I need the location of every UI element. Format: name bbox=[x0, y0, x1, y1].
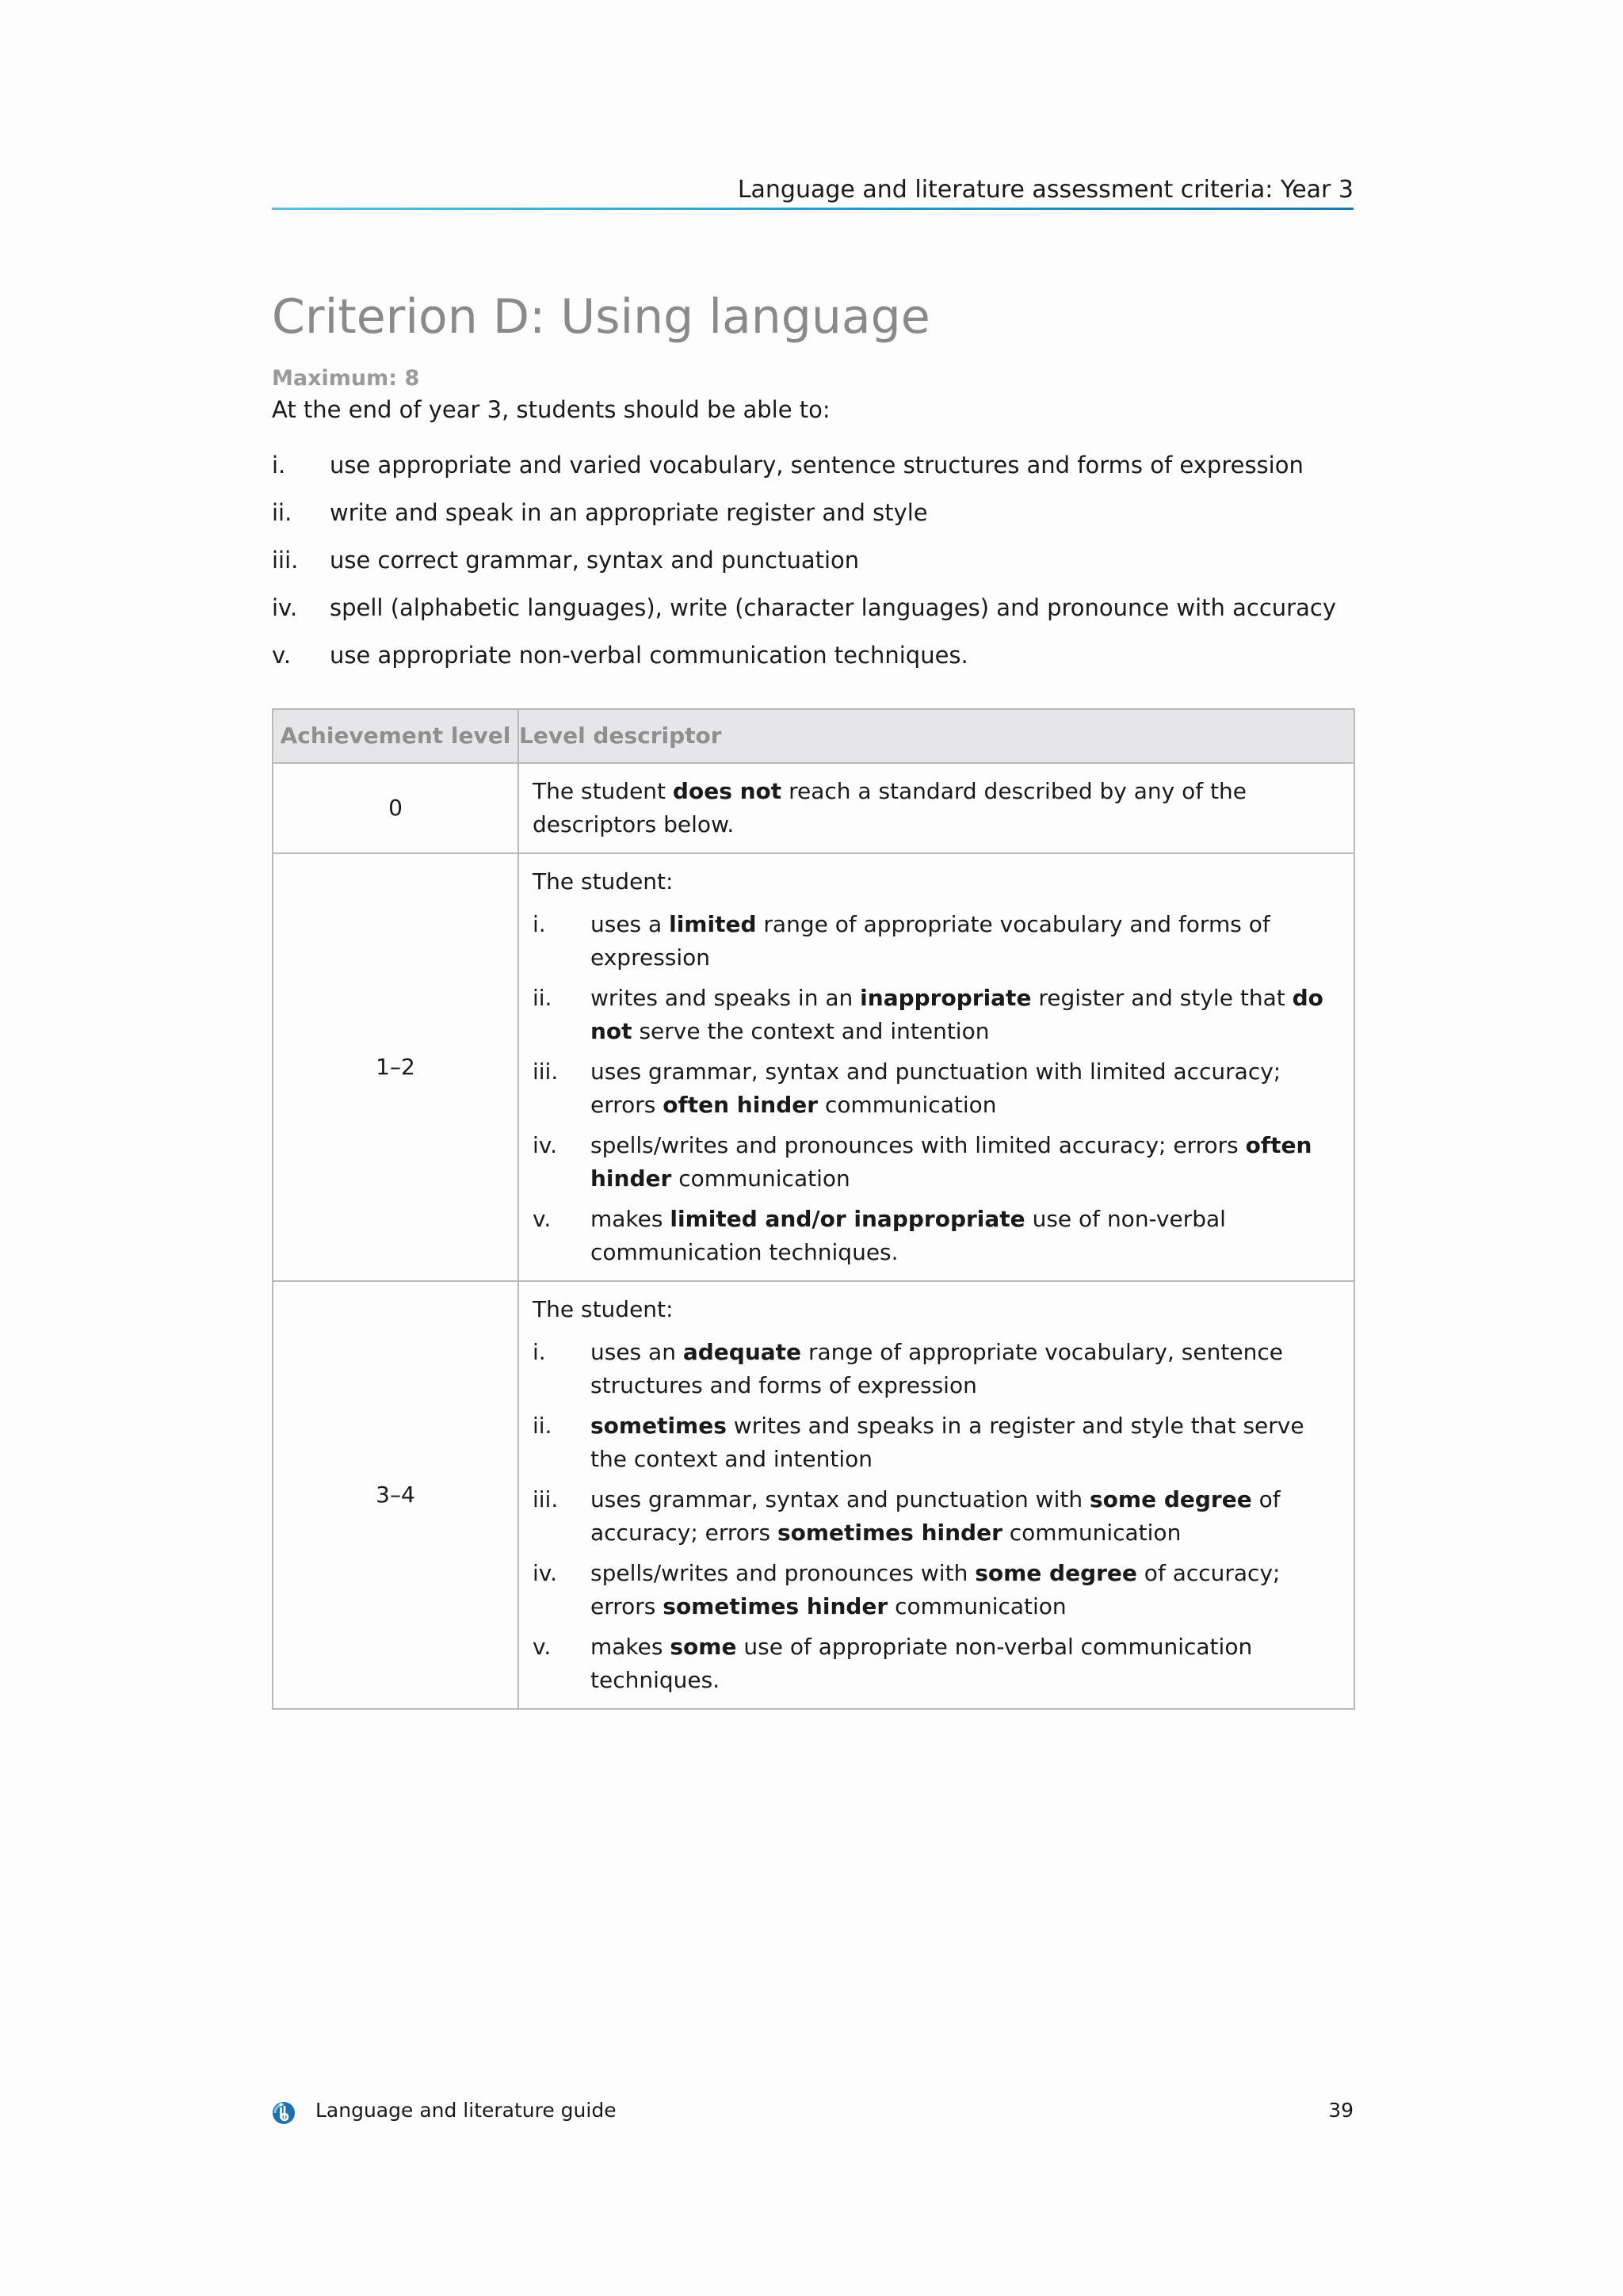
objective-item bbox=[272, 448, 1354, 496]
descriptor-item-text: sometimes writes and speaks in a register and style that serve the context and intention bbox=[590, 1413, 1304, 1472]
descriptor-item-text: uses grammar, syntax and punctuation with limited accuracy; errors often hinder communication bbox=[590, 1058, 1281, 1118]
objective-item bbox=[272, 639, 1354, 686]
objectives-list bbox=[272, 448, 1354, 686]
descriptor-item bbox=[533, 1630, 1339, 1697]
achievement-level: 3–4 bbox=[273, 1281, 518, 1709]
descriptor-item bbox=[533, 1336, 1339, 1402]
descriptor-item-number: iii. bbox=[533, 1486, 559, 1512]
descriptor-item bbox=[533, 1203, 1339, 1269]
achievement-level: 0 bbox=[273, 763, 518, 853]
emphasis-text: some degree bbox=[1090, 1486, 1252, 1512]
descriptor-lead: The student: bbox=[533, 1296, 674, 1322]
objective-text: write and speak in an appropriate register and style bbox=[330, 499, 928, 526]
descriptor-item-number: v. bbox=[533, 1206, 552, 1232]
descriptor-item-number: v. bbox=[533, 1634, 552, 1660]
emphasis-text: sometimes hinder bbox=[777, 1520, 1002, 1546]
emphasis-text: often hinder bbox=[590, 1132, 1312, 1192]
header-rule bbox=[272, 208, 1354, 210]
objective-text: use appropriate non-verbal communication techniques. bbox=[330, 642, 968, 669]
ib-logo-icon bbox=[270, 2098, 297, 2125]
descriptor-item-text: makes some use of appropriate non-verbal communication techniques. bbox=[590, 1634, 1253, 1693]
level-descriptor bbox=[518, 1281, 1354, 1709]
emphasis-text: adequate bbox=[682, 1339, 802, 1365]
table-row bbox=[273, 1281, 1354, 1709]
objective-item bbox=[272, 591, 1354, 639]
header-level-descriptor: Level descriptor bbox=[518, 709, 1354, 763]
emphasis-text: sometimes bbox=[590, 1413, 727, 1439]
emphasis-text: does not bbox=[672, 778, 782, 804]
objective-number: ii. bbox=[272, 499, 292, 526]
table-row bbox=[273, 763, 1354, 853]
descriptor-item bbox=[533, 982, 1339, 1048]
emphasis-text: limited and/or inappropriate bbox=[670, 1206, 1025, 1232]
emphasis-text: some bbox=[670, 1634, 737, 1660]
emphasis-text: sometimes hinder bbox=[663, 1593, 888, 1619]
descriptor-text: The student does not reach a standard described by any of the descriptors below. bbox=[533, 778, 1247, 837]
descriptor-item bbox=[533, 1129, 1339, 1196]
objective-number: iv. bbox=[272, 594, 298, 621]
objective-text: use appropriate and varied vocabulary, sentence structures and forms of expression bbox=[330, 452, 1304, 479]
descriptor-item-number: i. bbox=[533, 911, 546, 937]
descriptor-item-text: writes and speaks in an inappropriate register and style that do not serve the context and intention bbox=[590, 985, 1323, 1044]
descriptor-item-number: ii. bbox=[533, 1413, 552, 1439]
descriptor-item-number: i. bbox=[533, 1339, 546, 1365]
rubric-header-row bbox=[273, 709, 1354, 763]
objective-text: use correct grammar, syntax and punctuation bbox=[330, 547, 860, 574]
descriptor-item-number: iv. bbox=[533, 1132, 558, 1158]
objective-item bbox=[272, 543, 1354, 591]
emphasis-text: often hinder bbox=[663, 1092, 819, 1118]
descriptor-lead: The student: bbox=[533, 868, 674, 894]
rubric-table bbox=[272, 708, 1355, 1710]
descriptor-item-text: spells/writes and pronounces with limited accuracy; errors often hinder communication bbox=[590, 1132, 1312, 1192]
descriptor-item-number: iv. bbox=[533, 1560, 558, 1586]
descriptor-item-number: iii. bbox=[533, 1058, 559, 1085]
achievement-level: 1–2 bbox=[273, 853, 518, 1281]
descriptor-item-number: ii. bbox=[533, 985, 552, 1011]
objectives-intro: At the end of year 3, students should be able to: bbox=[272, 396, 831, 423]
emphasis-text: inappropriate bbox=[860, 985, 1032, 1011]
footer-guide-name: Language and literature guide bbox=[315, 2099, 617, 2122]
descriptor-item bbox=[533, 1557, 1339, 1623]
emphasis-text: some degree bbox=[975, 1560, 1137, 1586]
descriptor-item bbox=[533, 1483, 1339, 1550]
objective-text: spell (alphabetic languages), write (character languages) and pronounce with accuracy bbox=[330, 594, 1336, 621]
descriptor-item bbox=[533, 1055, 1339, 1122]
running-header: Language and literature assessment criteria: Year 3 bbox=[737, 176, 1354, 204]
descriptor-item-text: spells/writes and pronounces with some degree of accuracy; errors sometimes hinder communication bbox=[590, 1560, 1281, 1619]
emphasis-text: do not bbox=[590, 985, 1323, 1044]
page-number: 39 bbox=[1328, 2099, 1354, 2122]
header-achievement-level: Achievement level bbox=[273, 709, 518, 763]
descriptor-item-text: makes limited and/or inappropriate use of non-verbal communication techniques. bbox=[590, 1206, 1226, 1265]
objective-item bbox=[272, 496, 1354, 543]
descriptor-item-text: uses a limited range of appropriate vocabulary and forms of expression bbox=[590, 911, 1270, 971]
descriptor-item-text: uses an adequate range of appropriate vocabulary, sentence structures and forms of expression bbox=[590, 1339, 1283, 1398]
table-row bbox=[273, 853, 1354, 1281]
level-descriptor bbox=[518, 763, 1354, 853]
descriptor-item bbox=[533, 1409, 1339, 1476]
descriptor-item-text: uses grammar, syntax and punctuation with some degree of accuracy; errors sometimes hinder communication bbox=[590, 1486, 1281, 1546]
maximum-score: Maximum: 8 bbox=[272, 366, 420, 391]
level-descriptor bbox=[518, 853, 1354, 1281]
descriptor-item bbox=[533, 908, 1339, 974]
page-title: Criterion D: Using language bbox=[272, 289, 930, 345]
objective-number: v. bbox=[272, 642, 292, 669]
objective-number: i. bbox=[272, 452, 286, 479]
objective-number: iii. bbox=[272, 547, 299, 574]
emphasis-text: limited bbox=[669, 911, 757, 937]
